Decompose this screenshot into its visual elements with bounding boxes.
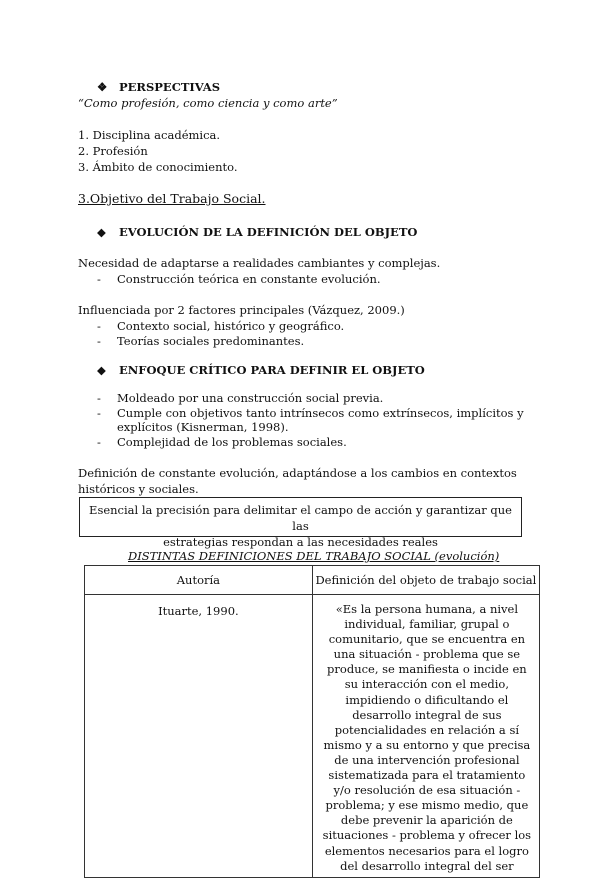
critical-heading: ◆ ENFOQUE CRÍTICO PARA DEFINIR EL OBJETO [97,363,425,377]
evolution-heading: ◆ EVOLUCIÓN DE LA DEFINICIÓN DEL OBJETO [97,225,418,239]
dash-bullet-icon: - [97,319,101,333]
column-header-author: Autoría [85,566,313,595]
factors-intro: Influenciada por 2 factores principales (Vázquez, 2009.) [78,303,405,317]
perspective-item: 3. Ámbito de conocimiento. [78,160,238,174]
list-item: - Teorías sociales predominantes. [97,334,305,348]
table-row [85,595,540,878]
evolution-intro: Necesidad de adaptarse a realidades cambiantes y complejas. [78,256,441,270]
dash-bullet-icon: - [97,406,101,420]
diamond-star-bullet-icon: ❖ [97,80,108,94]
objective-title: 3.Objetivo del Trabajo Social. [78,191,266,206]
table-caption: DISTINTAS DEFINICIONES DEL TRABAJO SOCIAL (evolución) [128,549,500,563]
table-header-row [85,566,540,595]
list-item: - Cumple con objetivos tanto intrínsecos como extrínsecos, implícitos y [97,406,524,420]
definition-paragraph-line: históricos y sociales. [78,482,199,496]
list-item: - Contexto social, histórico y geográfico. [97,319,345,333]
dash-bullet-icon: - [97,435,101,449]
perspective-item: 1. Disciplina académica. [78,128,221,142]
dash-bullet-icon: - [97,391,101,405]
diamond-bullet-icon: ◆ [97,363,106,377]
author-cell [85,595,313,878]
list-item: - Complejidad de los problemas sociales. [97,435,347,449]
perspective-item: 2. Profesión [78,144,148,158]
definition-text: «Es la persona humana, a nivel individual, familiar, grupal o comunitario, que se encuentra en una situación - problema que se produce, se manifiesta o incide en su interacción con el medio, impidiendo o dificultando el desarrollo integral de sus potencialidades en relación a sí mismo y a su entorno y que precisa de una intervención profesional sistematizada para el tratamiento y/o resolución de esa situación - problema; y ese mismo medio, que debe prevenir la aparición de situaciones - problema y ofrecer los elementos necesarios para el logro del desarrollo integral del ser [322,602,532,873]
diamond-bullet-icon: ◆ [97,225,106,239]
callout-box [79,497,522,549]
definition-paragraph-line: Definición de constante evolución, adaptándose a los cambios en contextos [78,466,517,480]
author-name: Ituarte, 1990. [158,604,239,618]
column-header-definition: Definición del objeto de trabajo social [312,566,539,595]
definitions-table [84,565,540,878]
definition-cell [312,595,539,878]
dash-bullet-icon: - [97,272,101,286]
list-item: - Moldeado por una construcción social previa. [97,391,384,405]
callout-line: Esencial la precisión para delimitar el campo de acción y garantizar que las [89,503,512,533]
perspectives-heading: ❖ PERSPECTIVAS [97,80,221,94]
list-item: - Construcción teórica en constante evolución. [97,272,381,286]
perspectives-quote: “Como profesión, como ciencia y como arte” [78,96,338,110]
callout-line: estrategias respondan a las necesidades reales [163,535,438,549]
dash-bullet-icon: - [97,334,101,348]
list-item-continuation: explícitos (Kisnerman, 1998). [117,420,289,434]
